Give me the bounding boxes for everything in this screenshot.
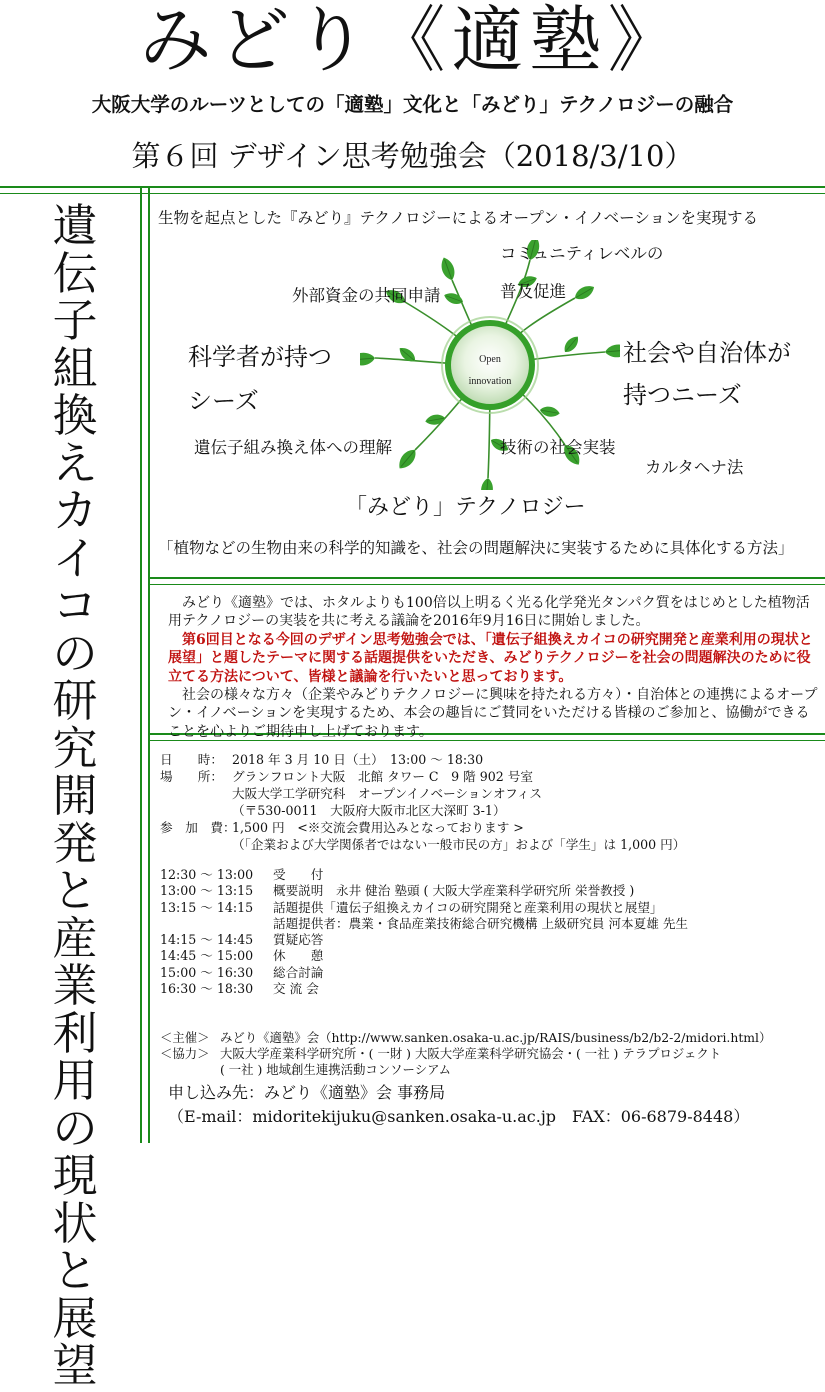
vertical-title-char: 用 xyxy=(52,1054,98,1107)
schedule-item: 受 付 xyxy=(273,867,324,882)
organizers xyxy=(160,1030,771,1079)
label-society-1: 社会や自治体が xyxy=(623,339,791,367)
schedule-time: 13:15 ～ 14:15 xyxy=(160,899,254,915)
vertical-title-char: え xyxy=(52,436,98,490)
host-value: みどり《適塾》会（http://www.sanken.osaka-u.ac.jp/RAIS/business/b2/b2-2/midori.html） xyxy=(220,1030,772,1045)
contact-line-1: 申し込み先：みどり《適塾》会 事務局 xyxy=(168,1083,446,1102)
info-date-value: 2018 年 3 月 10 日（土） 13:00 ～ 18:30 xyxy=(232,752,484,767)
schedule-item: 話題提供者：農業・食品産業技術総合研究機構 上級研究員 河本夏雄 先生 xyxy=(273,915,689,931)
host-key: ＜主催＞ xyxy=(160,1030,210,1045)
schedule-item: 交 流 会 xyxy=(273,981,319,997)
label-scientist-1: 科学者が持つ xyxy=(188,343,332,371)
schedule-row xyxy=(160,867,688,883)
vertical-title-char: 発 xyxy=(52,816,98,870)
label-scientist-2: シーズ xyxy=(188,387,259,415)
vertical-title-char: 状 xyxy=(52,1196,98,1250)
label-external-funding: 外部資金の共同申請 xyxy=(292,286,441,305)
info-fee-value-1: 1,500 円 <※交流会費用込みとなっております > xyxy=(232,819,524,835)
schedule-time xyxy=(160,916,273,932)
diagram-intro: 生物を起点とした『みどり』テクノロジーによるオープン・イノベーションを実現する xyxy=(158,209,759,227)
schedule-row xyxy=(160,883,688,899)
schedule-row xyxy=(160,916,688,932)
vertical-title-char: と xyxy=(52,864,98,917)
vertical-title-char: 遺 xyxy=(52,199,98,252)
vertical-title-char: 開 xyxy=(52,769,98,822)
divider-mid-1 xyxy=(148,577,825,579)
info-place-key: 場 所： xyxy=(160,768,223,784)
vertical-title-char: 研 xyxy=(52,674,98,727)
description-p2-emphasis: 第6回目となる今回のデザイン思考勉強会では、「遺伝子組換えカイコの研究開発と産業利用の現状と展望」と題したテーマに関する話題提供をいただき、みどりテクノロジーを社会の問題解決のために役立てる方法について、皆様と議論を行いたいと思っております。 xyxy=(168,631,813,685)
label-community-1: コミュニティレベルの xyxy=(500,244,664,263)
schedule-row xyxy=(160,965,688,981)
info-fee-value-2: （「企業および大学関係者ではない一般市民の方」および「学生」は 1,000 円） xyxy=(232,836,686,852)
divider-vertical-1 xyxy=(140,186,142,1143)
schedule-item: 総合討論 xyxy=(273,964,324,980)
divider-top-1 xyxy=(0,186,825,188)
vertical-title-char: 子 xyxy=(52,294,98,347)
vertical-title-char: 利 xyxy=(52,1006,98,1060)
schedule-time: 14:15 ～ 14:45 xyxy=(160,932,254,948)
schedule-time: 15:00 ～ 16:30 xyxy=(160,964,254,980)
vertical-title xyxy=(30,199,120,1392)
vertical-title-char: と xyxy=(52,1244,98,1297)
schedule-row xyxy=(160,900,688,916)
divider-mid-2 xyxy=(148,584,825,585)
coop-key: ＜協力＞ xyxy=(160,1046,210,1062)
event-info xyxy=(160,752,685,853)
schedule xyxy=(160,867,688,997)
vertical-title-char: イ xyxy=(52,531,98,585)
vertical-title-char: 伝 xyxy=(52,246,98,300)
vertical-title-char: 展 xyxy=(52,1291,98,1345)
vertical-title-char: の xyxy=(52,626,98,680)
label-society-2: 持つニーズ xyxy=(623,381,742,409)
info-place-value-3: （〒530-0011 大阪府大阪市北区大深町 3-1） xyxy=(232,802,506,818)
schedule-row xyxy=(160,932,688,948)
schedule-row xyxy=(160,981,688,997)
schedule-item: 質疑応答 xyxy=(273,932,324,948)
vertical-title-char: カ xyxy=(52,484,98,537)
page-subtitle: 大阪大学のルーツとしての「適塾」文化と「みどり」テクノロジーの融合 xyxy=(91,93,734,116)
label-midori-tech: 「みどり」テクノロジー xyxy=(345,495,586,520)
vertical-title-char: 産 xyxy=(52,911,98,965)
schedule-item: 話題提供「遺伝子組換えカイコの研究開発と産業利用の現状と展望」 xyxy=(273,899,663,915)
info-fee-key: 参 加 費： xyxy=(160,819,236,835)
vertical-title-char: 組 xyxy=(52,341,98,395)
info-place-value-2: 大阪大学工学研究科 オープンイノベーションオフィス xyxy=(232,785,542,801)
info-date-key: 日 時： xyxy=(160,752,223,767)
schedule-item: 概要説明 永井 健治 塾頭 ( 大阪大学産業科学研究所 栄誉教授 ) xyxy=(273,883,635,899)
vertical-title-char: コ xyxy=(52,579,98,632)
info-place-value-1: グランフロント大阪 北館 タワー C 9 階 902 号室 xyxy=(232,768,533,784)
coop-value-1: 大阪大学産業科学研究所・( 一財 ) 大阪大学産業科学研究協会・( 一社 ) テラプロジェクト xyxy=(220,1046,722,1062)
center-label-innovation: innovation xyxy=(468,376,512,387)
description xyxy=(168,594,818,741)
coop-value-2: ( 一社 ) 地域創生連携活動コンソーシアム xyxy=(220,1062,452,1078)
center-label-open: Open xyxy=(479,354,501,365)
label-gmo-understanding: 遺伝子組み換え体への理解 xyxy=(194,438,392,457)
vertical-title-char: 換 xyxy=(52,389,98,442)
vertical-title-char: 現 xyxy=(52,1149,98,1202)
label-community-2: 普及促進 xyxy=(500,282,566,301)
schedule-time: 13:00 ～ 13:15 xyxy=(160,883,254,899)
label-cartagena: カルタヘナ法 xyxy=(645,458,744,477)
vertical-title-char: 望 xyxy=(52,1339,98,1392)
description-p1: みどり《適塾》では、ホタルよりも100倍以上明るく光る化学発光タンパク質をはじめとした植物活用テクノロジーの実装を共に考える議論を2016年9月16日に開始しました。 xyxy=(168,595,810,630)
schedule-row xyxy=(160,948,688,964)
vertical-title-char: 業 xyxy=(52,959,98,1012)
description-p3: 社会の様々な方々（企業やみどりテクノロジーに興味を持たれる方々）・自治体との連携によるオープン・イノベーションを実現するため、本会の趣旨にご賛同をいただける皆様のご参加と、協働ができることを心よりご期待申し上げております。 xyxy=(168,687,818,740)
vertical-title-char: 究 xyxy=(52,721,98,775)
schedule-time: 16:30 ～ 18:30 xyxy=(160,981,254,997)
label-social-implementation: 技術の社会実装 xyxy=(500,438,616,457)
definition-text: 「植物などの生物由来の科学的知識を、社会の問題解決に実装するために具体化する方法」 xyxy=(158,539,794,557)
schedule-time: 12:30 ～ 13:00 xyxy=(160,867,254,882)
divider-vertical-2 xyxy=(148,186,150,1143)
vertical-title-char: の xyxy=(52,1101,98,1155)
page-title: みどり《適塾》 xyxy=(139,0,686,82)
schedule-time: 14:45 ～ 15:00 xyxy=(160,948,254,964)
schedule-item: 休 憩 xyxy=(273,948,324,964)
contact-line-2[interactable]: （E-mail：midoritekijuku@sanken.osaka-u.ac.jp FAX：06-6879-8448） xyxy=(168,1107,750,1126)
divider-top-2 xyxy=(0,193,825,194)
event-heading: 第６回 デザイン思考勉強会（2018/3/10） xyxy=(131,139,694,173)
